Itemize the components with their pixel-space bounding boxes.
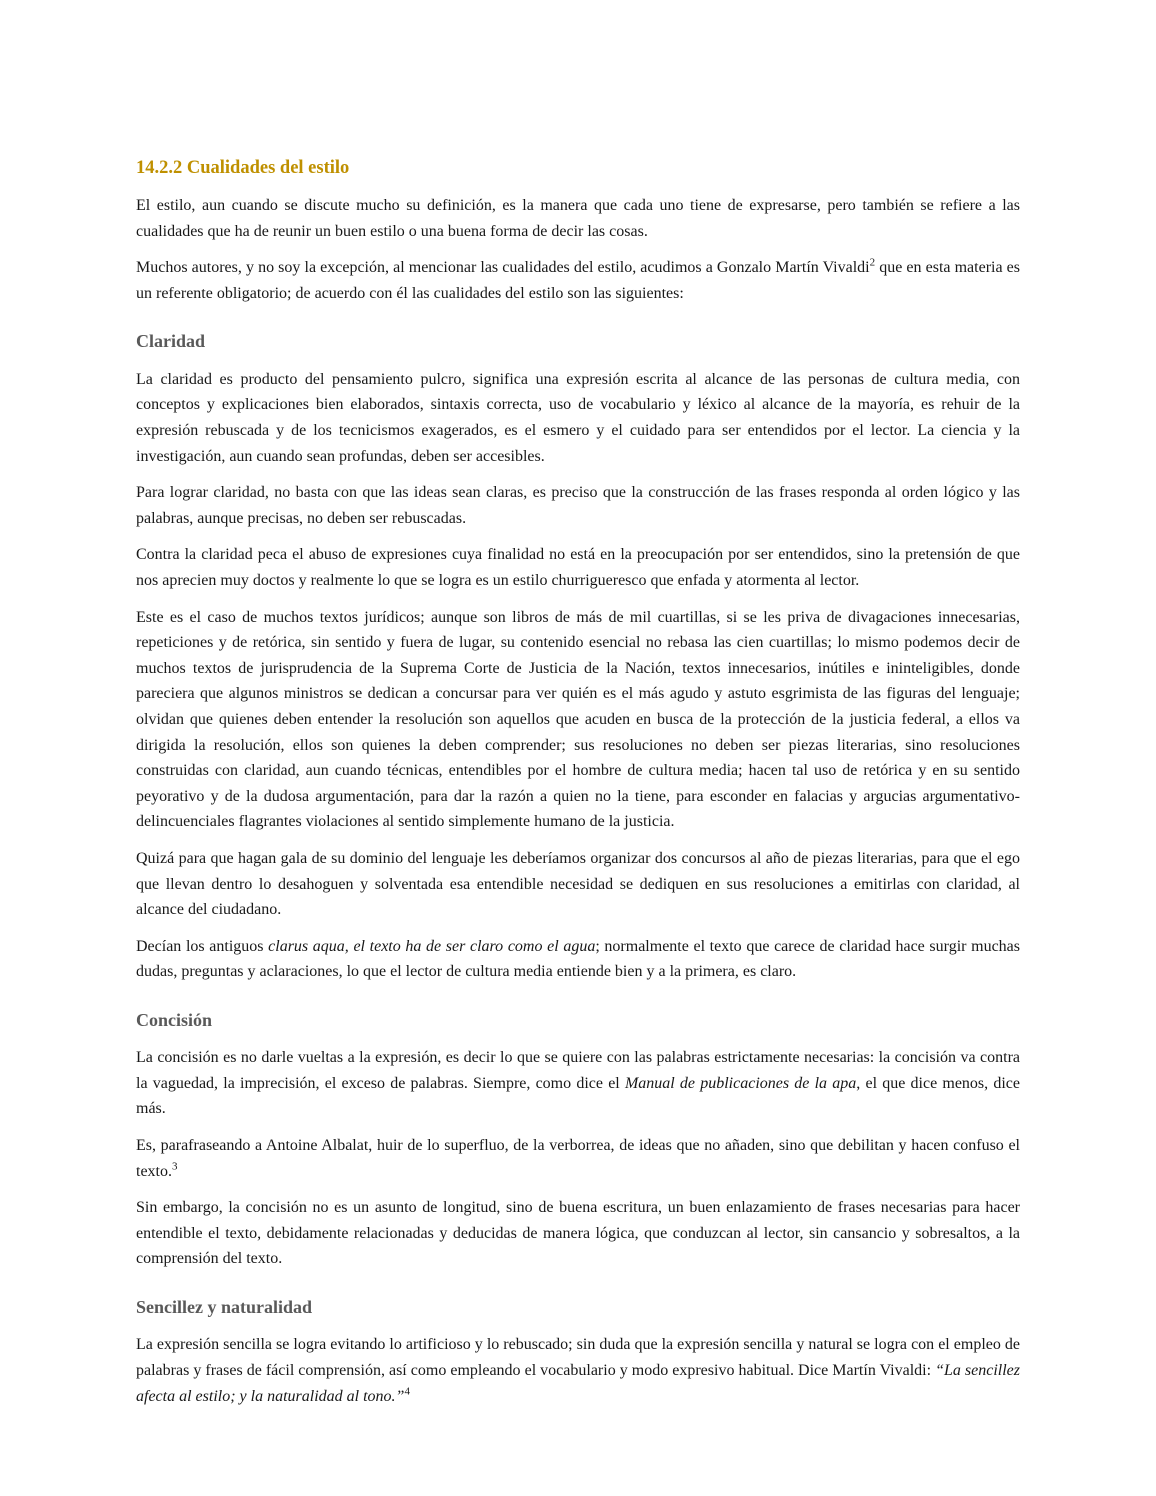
paragraph (136, 846, 1020, 923)
text-run: Decían los antiguos (136, 937, 269, 955)
document-body (136, 193, 1020, 1409)
paragraph (136, 934, 1020, 985)
italic-text-run: clarus aqua, el texto ha de ser claro como el agua (268, 937, 596, 955)
text-run: , el que dice menos, dice más. (136, 1074, 1021, 1118)
paragraph (136, 367, 1020, 469)
document-title: 14.2.2 Cualidades del estilo (136, 158, 350, 178)
text-run: La concisión es no darle vueltas a la expresión, es decir lo que se quiere con las palabras estrictamente necesarias: la concisión va contra la vaguedad, la imprecisión, el exceso de palabras. Siempre, como dice el (136, 1049, 1020, 1092)
text-run: Este es el caso de muchos textos jurídicos; aunque son libros de más de mil cuartillas, si se les priva de divagaciones innecesarias, repeticiones y de retórica, sin sentido y fuera de lugar, su contenido esencial no rebasa las cien cuartillas; lo mismo podemos decir de muchos textos de jurisprudencia de la Suprema Corte de Justicia de la Nación, textos innecesarios, inútiles e ininteligibles, donde pareciera que algunos ministros se dedican a concursar para ver quién es el más agudo y astuto esgrimista de las figuras del lenguaje; olvidan que quienes deben entender la resolución son aquellos que acuden en busca de la protección de la justicia federal, a ellos va dirigida la resolución, ellos son quienes la deben comprender; sus resoluciones no deben ser piezas literarias, sino resoluciones construidas con claridad, aun cuando técnicas, entendibles por el hombre de cultura media; hacen tal uso de retórica y en su sentido peyorativo y de la dudosa argumentación, para dar la razón a quien no la tiene, para esconder en falacias y argucias argumentativo-delincuenciales flagrantes violaciones al sentido simplemente humano de la justicia. (136, 608, 1020, 831)
text-run: Sin embargo, la concisión no es un asunto de longitud, sino de buena escritura, un buen enlazamiento de frases necesarias para hacer entendible el texto, debidamente relacionadas y deducidas de manera lógica, que conduzcan al lector, sin cansancio y sobresaltos, a la comprensión del texto. (136, 1199, 1020, 1268)
paragraph (136, 255, 1020, 306)
paragraph (136, 605, 1020, 835)
text-run: que en esta materia es un referente obligatorio; de acuerdo con él las cualidades del estilo son las siguientes: (136, 259, 1021, 302)
text-run: El estilo, aun cuando se discute mucho su definición, es la manera que cada uno tiene de expresarse, pero también se refiere a las cualidades que ha de reunir un buen estilo o una buena forma de decir las cosas. (136, 197, 1020, 240)
section-heading: Claridad (136, 331, 206, 352)
footnote-reference: 4 (404, 1385, 410, 1398)
italic-text-run: Manual de publicaciones de la apa (624, 1074, 857, 1092)
italic-text-run: “La sencillez afecta al estilo; y la naturalidad al tono.” (136, 1362, 1021, 1405)
text-run: ; normalmente el texto que carece de claridad hace surgir muchas dudas, preguntas y aclaraciones, lo que el lector de cultura media entiende bien y a la primera, es claro. (136, 937, 1020, 981)
section-heading: Concisión (136, 1009, 213, 1030)
footnote-reference: 3 (172, 1160, 178, 1173)
paragraph (136, 542, 1020, 593)
paragraph (136, 193, 1020, 244)
paragraph (136, 1045, 1020, 1122)
text-run: La expresión sencilla se logra evitando lo artificioso y lo rebuscado; sin duda que la expresión sencilla y natural se logra con el empleo de palabras y frases de fácil comprensión, así como empleando el vocabulario y modo expresivo habitual. Dice Martín Vivaldi: (136, 1336, 1020, 1379)
text-run: Para lograr claridad, no basta con que las ideas sean claras, es preciso que la construcción de las frases responda al orden lógico y las palabras, aunque precisas, no deben ser rebuscadas. (136, 484, 1020, 527)
text-run: La claridad es producto del pensamiento pulcro, significa una expresión escrita al alcance de las personas de cultura media, con conceptos y explicaciones bien elaborados, sintaxis correcta, uso de vocabulario y léxico al alcance de la mayoría, es rehuir de la expresión rebuscada y de los tecnicismos exagerados, es el esmero y el cuidado para ser entendidos por el lector. La ciencia y la investigación, aun cuando sean profundas, deben ser accesibles. (136, 370, 1020, 465)
text-run: Quizá para que hagan gala de su dominio del lenguaje les deberíamos organizar dos concursos al año de piezas literarias, para que el ego que llevan dentro lo desahoguen y solventada esa entendible necesidad se dediquen en sus resoluciones a emitirlas con claridad, al alcance del ciudadano. (136, 849, 1020, 919)
text-run: Muchos autores, y no soy la excepción, al mencionar las cualidades del estilo, acudimos a Gonzalo Martín Vivaldi (136, 259, 870, 277)
paragraph (136, 1195, 1020, 1272)
paragraph (136, 1133, 1020, 1184)
section-heading: Sencillez y naturalidad (136, 1297, 313, 1318)
paragraph (136, 1332, 1020, 1409)
text-run: Contra la claridad peca el abuso de expresiones cuya finalidad no está en la preocupación por ser entendidos, sino la pretensión de que nos aprecien muy doctos y realmente lo que se logra es un estilo churrigueresco que enfada y atormenta al lector. (136, 546, 1020, 589)
footnote-reference: 2 (869, 256, 876, 269)
text-run: Es, parafraseando a Antoine Albalat, huir de lo superfluo, de la verborrea, de ideas que no añaden, sino que debilitan y hacen confuso el texto. (136, 1137, 1020, 1180)
paragraph (136, 480, 1020, 531)
